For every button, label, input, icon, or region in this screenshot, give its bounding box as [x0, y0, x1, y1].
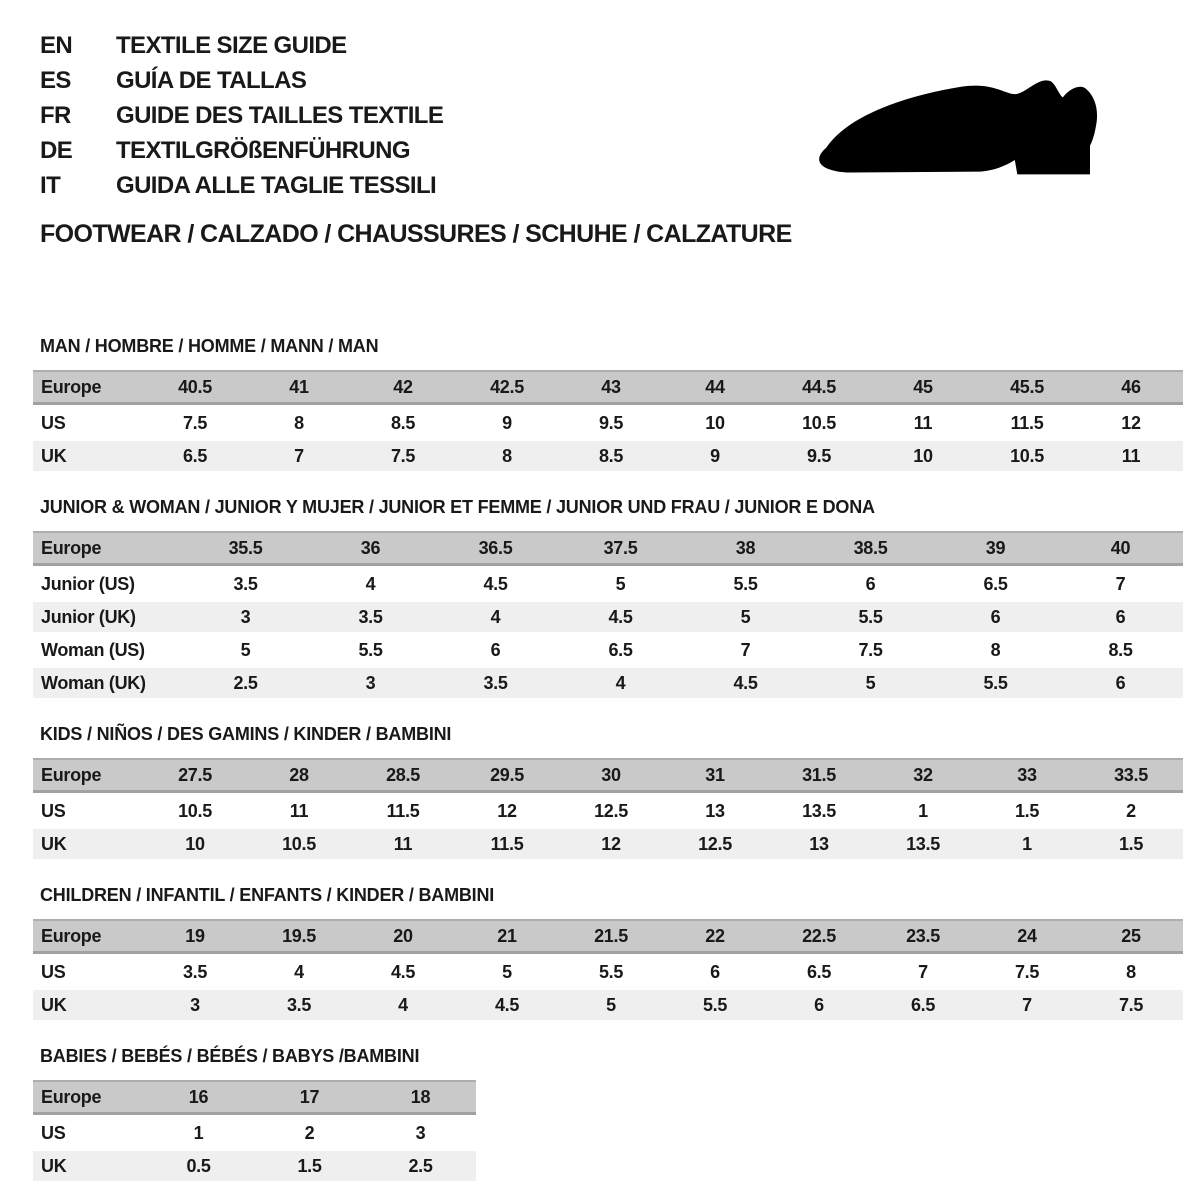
table-row	[33, 957, 1183, 987]
size-value-cell: 22	[705, 926, 725, 946]
size-value-cell: 10.5	[802, 413, 836, 433]
size-value-cell: 7.5	[1118, 995, 1144, 1015]
row-label-cell: US	[41, 962, 66, 982]
size-value-cell: 6	[990, 607, 1001, 627]
size-value-cell: 4.5	[608, 607, 633, 627]
size-value-cell: 4	[490, 607, 501, 627]
row-label-cell: UK	[41, 834, 67, 854]
table-header-row	[33, 370, 1183, 405]
size-value-cell: 6.5	[983, 574, 1008, 594]
size-value-cell: 5.5	[983, 673, 1008, 693]
size-value-cell: 11	[289, 801, 309, 821]
size-value-cell: 7	[1022, 995, 1032, 1015]
table-row	[33, 1118, 476, 1148]
row-label-cell: Woman (US)	[41, 640, 145, 660]
size-table	[33, 1080, 476, 1181]
size-value-cell: 6	[865, 574, 876, 594]
size-value-cell: 42	[393, 377, 413, 397]
size-value-cell: 28.5	[386, 765, 420, 785]
size-value-cell: 4.5	[494, 995, 520, 1015]
row-label-cell: Europe	[41, 1087, 102, 1107]
size-value-cell: 10.5	[282, 834, 316, 854]
language-code: DE	[40, 137, 73, 164]
size-value-cell: 12.5	[698, 834, 732, 854]
size-value-cell: 31.5	[802, 765, 836, 785]
size-value-cell: 11.5	[1010, 413, 1044, 433]
size-value-cell: 2	[1126, 801, 1136, 821]
size-value-cell: 40.5	[178, 377, 212, 397]
size-value-cell: 6	[1115, 673, 1126, 693]
size-value-cell: 5	[740, 607, 751, 627]
row-label-cell: Woman (UK)	[41, 673, 146, 693]
size-value-cell: 5.5	[858, 607, 883, 627]
section-title: KIDS / NIÑOS / DES GAMINS / KINDER / BAMBINI	[40, 724, 452, 744]
size-value-cell: 3.5	[286, 995, 312, 1015]
size-value-cell: 7	[1115, 574, 1126, 594]
shoe-silhouette-icon	[800, 60, 1147, 194]
size-value-cell: 6	[814, 995, 824, 1015]
table-row	[33, 602, 1183, 632]
size-value-cell: 11.5	[490, 834, 524, 854]
size-value-cell: 11.5	[386, 801, 420, 821]
size-value-cell: 6.5	[608, 640, 633, 660]
size-value-cell: 8.5	[598, 446, 624, 466]
size-value-cell: 25	[1121, 926, 1141, 946]
size-value-cell: 7.5	[182, 413, 208, 433]
language-row	[40, 28, 443, 63]
size-value-cell: 30	[601, 765, 621, 785]
table-header-row	[33, 1080, 476, 1115]
row-label-cell: US	[41, 1123, 66, 1143]
size-value-cell: 10	[913, 446, 933, 466]
size-value-cell: 16	[188, 1087, 209, 1107]
size-value-cell: 45	[913, 377, 933, 397]
row-label-cell: UK	[41, 446, 67, 466]
row-label-cell: US	[41, 801, 66, 821]
size-value-cell: 5.5	[358, 640, 383, 660]
size-table	[33, 919, 1183, 1020]
size-value-cell: 1	[193, 1123, 204, 1143]
size-value-cell: 21	[497, 926, 517, 946]
size-value-cell: 2	[304, 1123, 315, 1143]
size-value-cell: 3.5	[358, 607, 383, 627]
size-value-cell: 3.5	[233, 574, 258, 594]
size-value-cell: 13	[705, 801, 725, 821]
size-value-cell: 28	[289, 765, 309, 785]
size-value-cell: 10.5	[1010, 446, 1044, 466]
size-value-cell: 3.5	[483, 673, 508, 693]
size-value-cell: 5	[606, 995, 616, 1015]
size-value-cell: 17	[299, 1087, 320, 1107]
size-value-cell: 9.5	[598, 413, 624, 433]
size-value-cell: 35.5	[228, 538, 263, 558]
table-row	[33, 408, 1183, 438]
size-value-cell: 33.5	[1114, 765, 1148, 785]
row-label-cell: Europe	[41, 765, 102, 785]
size-value-cell: 3.5	[182, 962, 208, 982]
row-label-cell: US	[41, 413, 66, 433]
size-value-cell: 1.5	[297, 1156, 322, 1176]
size-table	[33, 370, 1183, 471]
size-value-cell: 5	[502, 962, 512, 982]
size-value-cell: 11	[913, 413, 933, 433]
language-header-block	[40, 28, 443, 203]
size-value-cell: 21.5	[594, 926, 628, 946]
table-row	[33, 668, 1183, 698]
size-table-section-babies	[33, 1046, 1185, 1181]
section-title: JUNIOR & WOMAN / JUNIOR Y MUJER / JUNIOR ET FEMME / JUNIOR UND FRAU / JUNIOR E DONA	[40, 497, 875, 517]
size-value-cell: 3	[415, 1123, 426, 1143]
size-value-cell: 1.5	[1118, 834, 1144, 854]
size-value-cell: 44	[705, 377, 725, 397]
size-value-cell: 4.5	[483, 574, 508, 594]
table-row	[33, 829, 1183, 859]
section-title: CHILDREN / INFANTIL / ENFANTS / KINDER / BAMBINI	[40, 885, 495, 905]
table-row	[33, 635, 1183, 665]
size-value-cell: 6.5	[182, 446, 208, 466]
language-row	[40, 168, 443, 203]
size-value-cell: 46	[1121, 377, 1141, 397]
size-value-cell: 7.5	[858, 640, 883, 660]
size-value-cell: 11	[393, 834, 413, 854]
size-value-cell: 6	[1115, 607, 1126, 627]
size-value-cell: 20	[393, 926, 413, 946]
section-title: BABIES / BEBÉS / BÉBÉS / BABYS /BAMBINI	[40, 1046, 420, 1066]
size-value-cell: 5.5	[733, 574, 758, 594]
size-value-cell: 12.5	[594, 801, 628, 821]
language-row	[40, 133, 443, 168]
row-label-cell: Europe	[41, 926, 102, 946]
size-value-cell: 10	[185, 834, 205, 854]
table-row	[33, 569, 1183, 599]
size-value-cell: 1.5	[1014, 801, 1040, 821]
language-title: TEXTILGRÖßENFÜHRUNG	[116, 137, 410, 164]
language-row	[40, 98, 443, 133]
size-value-cell: 6.5	[910, 995, 936, 1015]
size-value-cell: 6	[490, 640, 501, 660]
section-title: MAN / HOMBRE / HOMME / MANN / MAN	[40, 336, 379, 356]
size-value-cell: 1	[1022, 834, 1032, 854]
language-code: EN	[40, 32, 73, 59]
size-value-cell: 31	[705, 765, 725, 785]
size-value-cell: 8	[990, 640, 1001, 660]
size-value-cell: 10.5	[178, 801, 212, 821]
size-value-cell: 5	[240, 640, 251, 660]
language-title: GUÍA DE TALLAS	[116, 67, 307, 94]
size-value-cell: 36.5	[478, 538, 513, 558]
size-value-cell: 37.5	[603, 538, 638, 558]
table-header-row	[33, 531, 1183, 566]
size-value-cell: 38.5	[853, 538, 888, 558]
size-value-cell: 32	[913, 765, 933, 785]
size-value-cell: 5	[865, 673, 876, 693]
size-value-cell: 5.5	[598, 962, 624, 982]
size-value-cell: 4	[365, 574, 376, 594]
language-code: FR	[40, 102, 71, 129]
language-row	[40, 63, 443, 98]
size-table	[33, 758, 1183, 859]
size-value-cell: 8	[1126, 962, 1136, 982]
table-row	[33, 441, 1183, 471]
size-value-cell: 18	[410, 1087, 431, 1107]
size-value-cell: 4	[398, 995, 408, 1015]
size-table-section-children	[33, 885, 1185, 1020]
row-label-cell: Junior (US)	[41, 574, 135, 594]
row-label-cell: UK	[41, 1156, 67, 1176]
size-value-cell: 19	[185, 926, 205, 946]
size-value-cell: 23.5	[906, 926, 940, 946]
size-value-cell: 38	[735, 538, 756, 558]
language-code: IT	[40, 172, 61, 199]
category-heading: FOOTWEAR / CALZADO / CHAUSSURES / SCHUHE / CALZATURE	[40, 220, 792, 248]
size-value-cell: 8	[294, 413, 304, 433]
size-value-cell: 5	[615, 574, 626, 594]
size-value-cell: 9	[502, 413, 512, 433]
size-value-cell: 43	[601, 377, 621, 397]
row-label-cell: Junior (UK)	[41, 607, 136, 627]
language-title: GUIDA ALLE TAGLIE TESSILI	[116, 172, 437, 199]
size-value-cell: 29.5	[490, 765, 524, 785]
size-value-cell: 44.5	[802, 377, 836, 397]
size-value-cell: 36	[360, 538, 381, 558]
size-value-cell: 6	[710, 962, 720, 982]
size-value-cell: 7	[294, 446, 304, 466]
size-value-cell: 41	[289, 377, 309, 397]
size-value-cell: 2.5	[233, 673, 258, 693]
size-value-cell: 42.5	[490, 377, 524, 397]
language-code: ES	[40, 67, 71, 94]
size-value-cell: 1	[918, 801, 928, 821]
size-value-cell: 4.5	[733, 673, 758, 693]
size-value-cell: 7	[918, 962, 928, 982]
size-value-cell: 12	[497, 801, 517, 821]
size-value-cell: 0.5	[186, 1156, 211, 1176]
size-table-section-man	[33, 336, 1185, 471]
language-title: TEXTILE SIZE GUIDE	[116, 32, 347, 59]
size-value-cell: 12	[1121, 413, 1141, 433]
size-value-cell: 4	[294, 962, 304, 982]
size-value-cell: 45.5	[1010, 377, 1044, 397]
size-value-cell: 13.5	[906, 834, 940, 854]
row-label-cell: Europe	[41, 377, 102, 397]
size-value-cell: 40	[1110, 538, 1131, 558]
size-table-section-kids	[33, 724, 1185, 859]
tables-container	[33, 336, 1185, 1184]
language-title: GUIDE DES TAILLES TEXTILE	[116, 102, 444, 129]
size-value-cell: 7	[740, 640, 751, 660]
size-value-cell: 22.5	[802, 926, 836, 946]
size-value-cell: 11	[1121, 446, 1141, 466]
size-value-cell: 8.5	[390, 413, 416, 433]
size-value-cell: 12	[601, 834, 621, 854]
table-header-row	[33, 919, 1183, 954]
row-label-cell: UK	[41, 995, 67, 1015]
size-value-cell: 4	[615, 673, 626, 693]
size-value-cell: 6.5	[806, 962, 832, 982]
size-value-cell: 24	[1017, 926, 1037, 946]
size-table	[33, 531, 1183, 698]
table-row	[33, 990, 1183, 1020]
size-table-section-junior_woman	[33, 497, 1185, 698]
size-value-cell: 2.5	[408, 1156, 433, 1176]
size-value-cell: 10	[705, 413, 725, 433]
size-value-cell: 7.5	[1014, 962, 1040, 982]
size-value-cell: 8.5	[1108, 640, 1133, 660]
size-value-cell: 3	[190, 995, 200, 1015]
table-row	[33, 1151, 476, 1181]
size-value-cell: 7.5	[390, 446, 416, 466]
size-value-cell: 13	[809, 834, 829, 854]
size-value-cell: 8	[502, 446, 512, 466]
size-value-cell: 39	[985, 538, 1006, 558]
size-value-cell: 3	[365, 673, 376, 693]
size-value-cell: 33	[1017, 765, 1037, 785]
size-value-cell: 19.5	[282, 926, 316, 946]
size-value-cell: 5.5	[702, 995, 728, 1015]
size-value-cell: 13.5	[802, 801, 836, 821]
row-label-cell: Europe	[41, 538, 102, 558]
table-header-row	[33, 758, 1183, 793]
size-value-cell: 9.5	[806, 446, 832, 466]
size-value-cell: 4.5	[390, 962, 416, 982]
size-value-cell: 27.5	[178, 765, 212, 785]
table-row	[33, 796, 1183, 826]
size-value-cell: 9	[710, 446, 720, 466]
size-value-cell: 3	[240, 607, 251, 627]
